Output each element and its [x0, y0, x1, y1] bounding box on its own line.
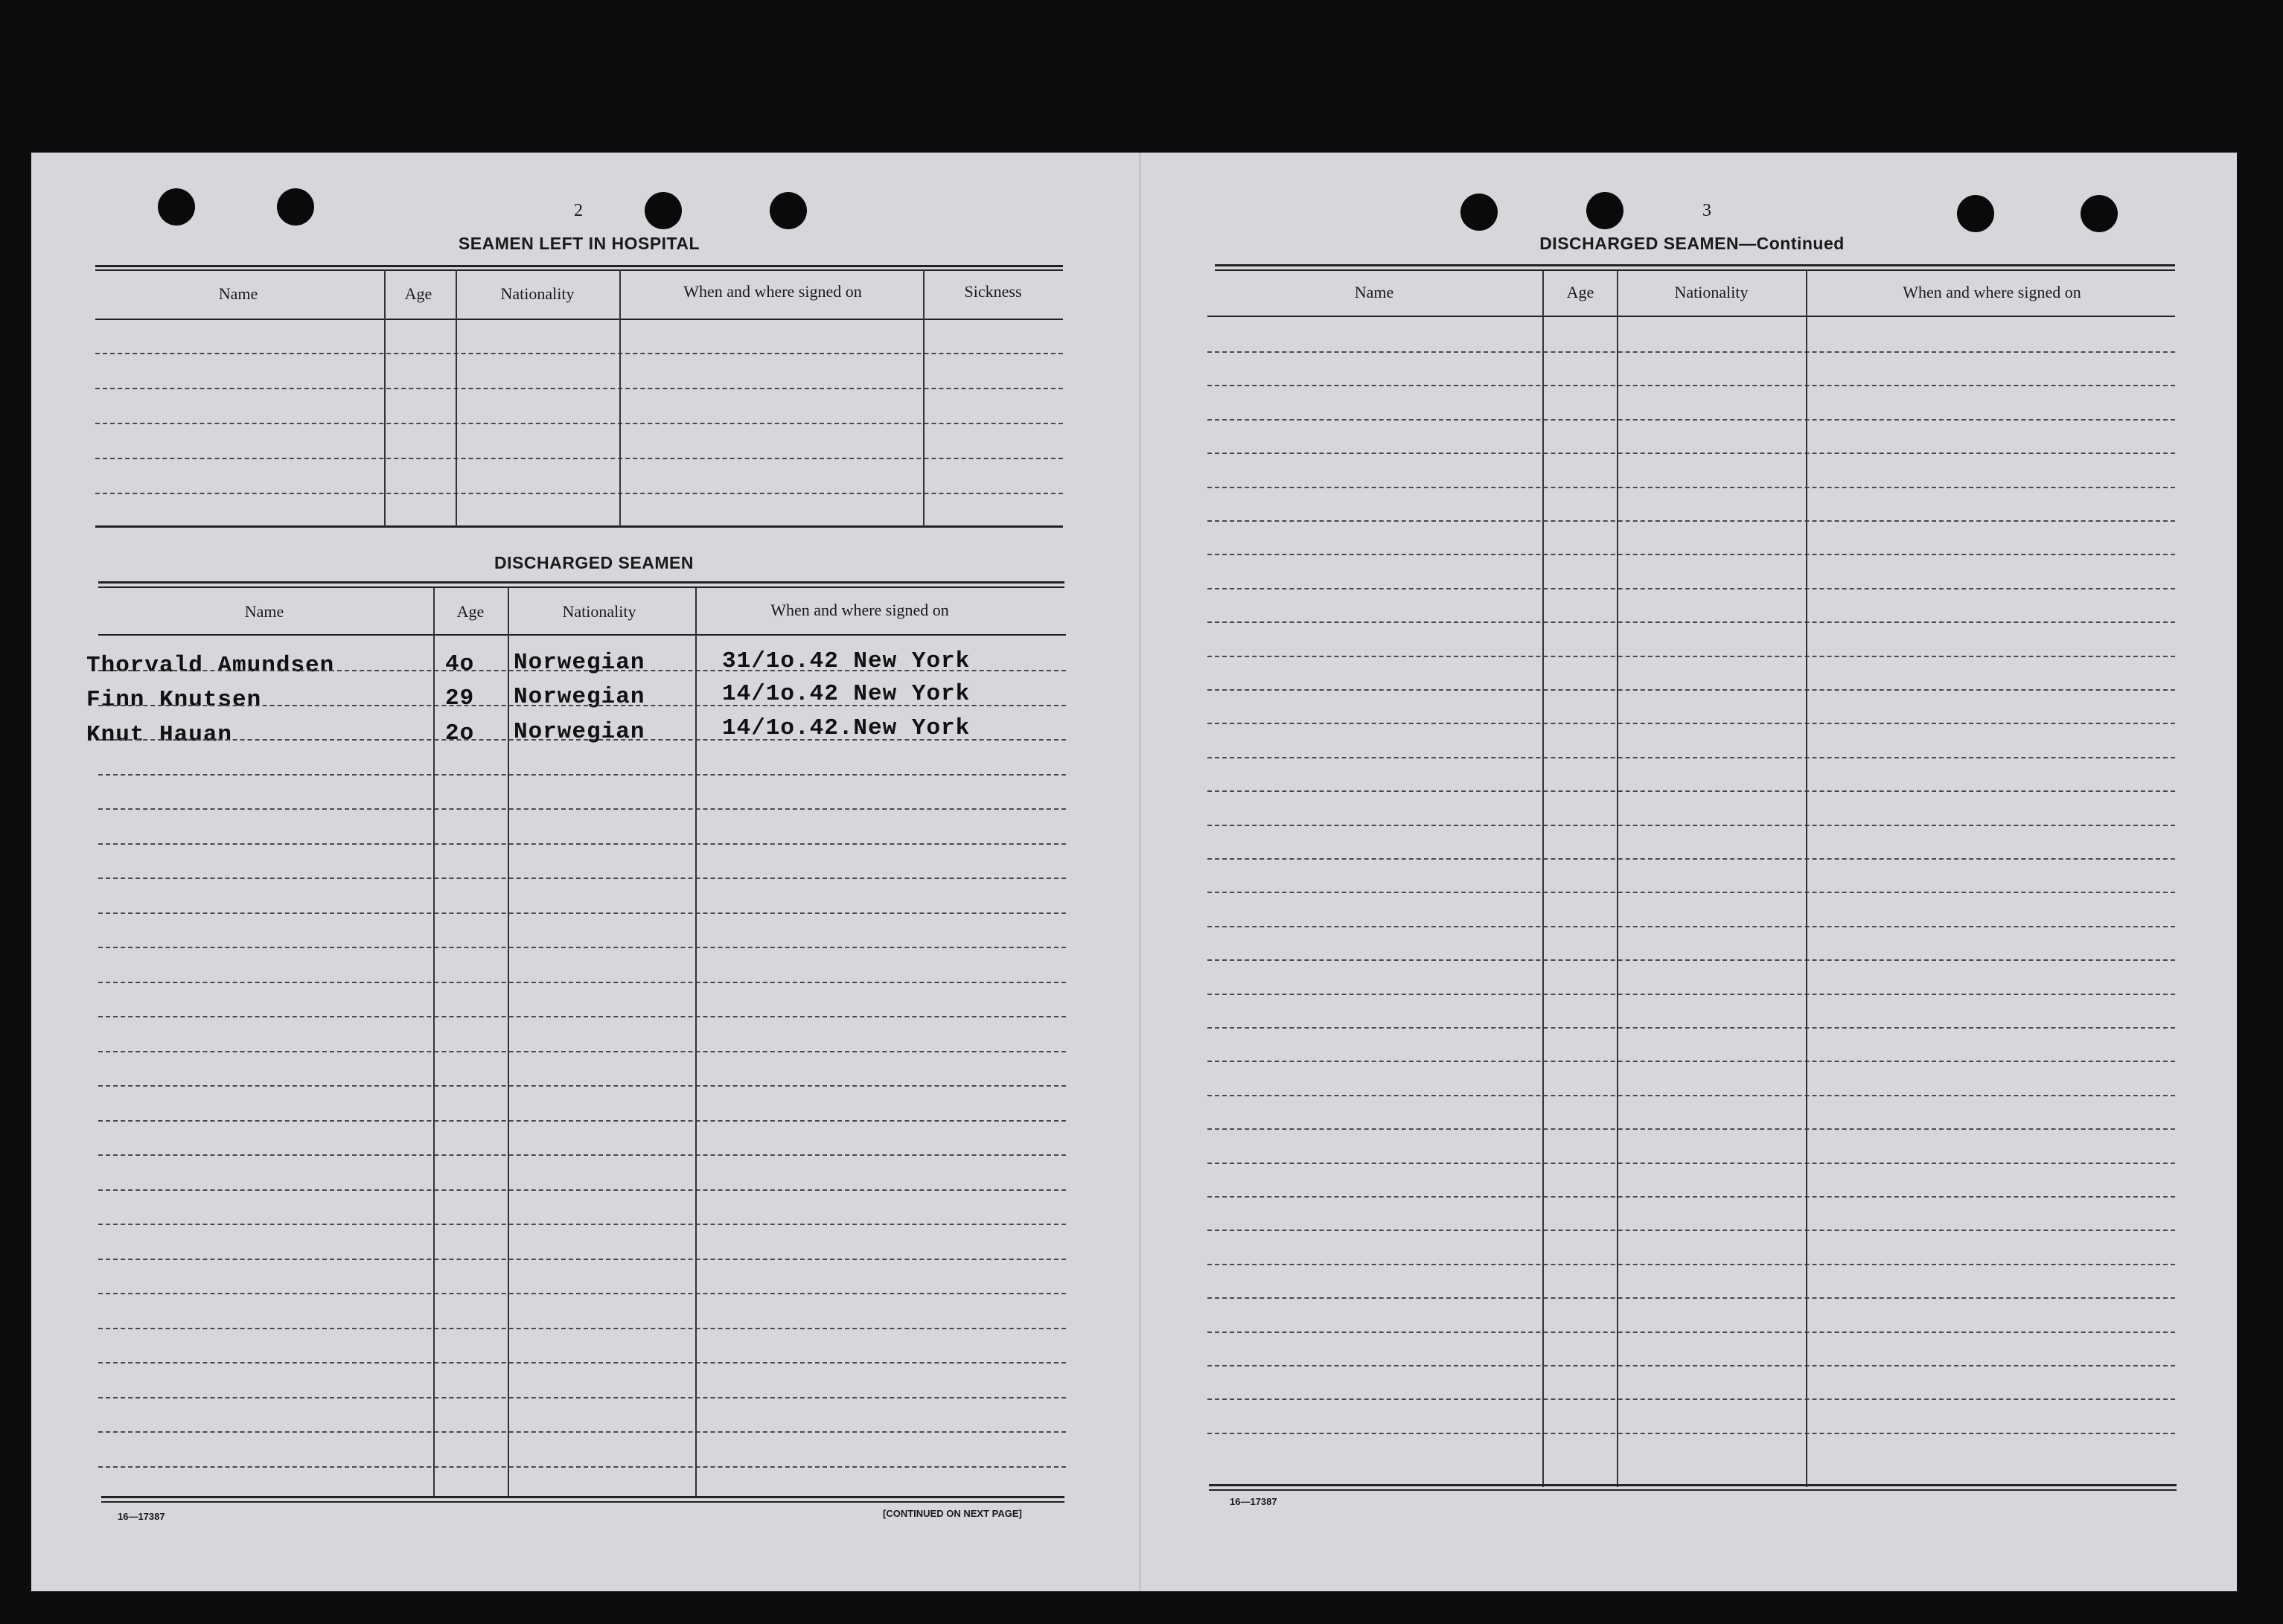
- table-row-rule: [1207, 790, 2175, 792]
- table-row-rule: [1207, 520, 2175, 522]
- table-rule: [1207, 316, 2175, 317]
- table-rule: [98, 586, 1064, 588]
- table-row-rule: [1207, 1095, 2175, 1096]
- column-header-nationality: Nationality: [562, 602, 636, 621]
- table-row-rule: [1207, 825, 2175, 826]
- hospital-section-title: SEAMEN LEFT IN HOSPITAL: [458, 234, 700, 253]
- column-header-nationality: Nationality: [500, 284, 575, 303]
- table-row-rule: [1207, 994, 2175, 995]
- punch-hole: [2081, 195, 2118, 232]
- table-row-rule: [98, 1154, 1066, 1156]
- table-row-rule: [95, 493, 1063, 494]
- table-row-rule: [98, 774, 1066, 776]
- punch-hole: [158, 188, 195, 226]
- table-row-rule: [98, 982, 1066, 983]
- table-row-rule: [98, 1362, 1066, 1364]
- table-row-rule: [1207, 1433, 2175, 1434]
- column-divider: [456, 269, 457, 527]
- table-row-rule: [1207, 1061, 2175, 1062]
- table-row-rule: [98, 912, 1066, 914]
- table-row-rule: [95, 353, 1063, 354]
- table-rule: [95, 265, 1063, 267]
- discharged-section-title: DISCHARGED SEAMEN: [494, 553, 694, 572]
- title-suffix: —Continued: [1739, 234, 1845, 253]
- punch-hole: [1460, 194, 1498, 231]
- table-row-rule: [98, 947, 1066, 948]
- form-number: 16—17387: [1230, 1496, 1277, 1507]
- punch-hole: [770, 192, 807, 229]
- table-row-rule: [98, 1189, 1066, 1191]
- table-row-rule: [1207, 1398, 2175, 1400]
- table-row-rule: [98, 1259, 1066, 1260]
- column-divider: [619, 269, 621, 527]
- seaman-nationality: Norwegian: [514, 719, 645, 745]
- table-row-rule: [98, 1085, 1066, 1087]
- column-header-age: Age: [456, 602, 485, 621]
- table-row-rule: [98, 1328, 1066, 1329]
- column-divider: [1617, 271, 1618, 1487]
- column-header-signed-on: When and where signed on: [770, 601, 949, 619]
- table-row-rule: [98, 1293, 1066, 1294]
- page-title: [1539, 234, 1845, 254]
- table-rule: [98, 581, 1064, 584]
- seaman-age: 4o: [445, 651, 475, 677]
- continued-note: [CONTINUED ON NEXT PAGE]: [883, 1508, 1022, 1519]
- table-row-rule: [98, 1466, 1066, 1468]
- column-divider: [508, 588, 509, 1497]
- table-row-rule: [1207, 723, 2175, 724]
- table-row-rule: [1207, 1365, 2175, 1366]
- table-row-rule: [1207, 656, 2175, 657]
- table-row-rule: [98, 739, 1066, 741]
- table-row-rule: [1207, 1128, 2175, 1130]
- seaman-age: 29: [445, 685, 475, 712]
- table-row-rule: [98, 843, 1066, 845]
- table-row-rule: [98, 705, 1066, 706]
- punch-hole: [645, 192, 682, 229]
- table-rule: [95, 525, 1063, 528]
- table-row-rule: [1207, 554, 2175, 555]
- table-rule: [1215, 269, 2175, 271]
- seaman-name: Finn Knutsen: [86, 687, 262, 713]
- table-row-rule: [98, 1051, 1066, 1052]
- column-header-signed-on: When and where signed on: [1903, 283, 2081, 301]
- table-rule: [1209, 1484, 2177, 1486]
- table-row-rule: [95, 423, 1063, 424]
- table-row-rule: [98, 670, 1066, 671]
- table-row-rule: [1207, 1297, 2175, 1299]
- column-header-nationality: Nationality: [1674, 283, 1749, 301]
- seaman-name: Knut Hauan: [86, 722, 233, 748]
- column-divider: [1806, 271, 1807, 1487]
- seaman-name: Thorvald Amundsen: [86, 653, 335, 679]
- table-rule: [95, 319, 1063, 320]
- punch-hole: [277, 188, 314, 226]
- seaman-signed-on: 31/1o.42 New York: [722, 648, 971, 674]
- table-rule: [1209, 1489, 2177, 1491]
- table-row-rule: [1207, 1163, 2175, 1164]
- table-rule: [1215, 264, 2175, 266]
- seaman-signed-on: 14/1o.42 New York: [722, 681, 971, 707]
- table-row-rule: [1207, 419, 2175, 421]
- seaman-signed-on: 14/1o.42.New York: [722, 715, 971, 741]
- column-divider: [695, 588, 697, 1497]
- column-divider: [433, 588, 435, 1497]
- seaman-nationality: Norwegian: [514, 684, 645, 710]
- column-header-age: Age: [404, 284, 432, 303]
- page-number: 3: [1702, 201, 1711, 220]
- table-row-rule: [98, 1120, 1066, 1122]
- seaman-age: 2o: [445, 720, 475, 747]
- column-header-name: Name: [1354, 283, 1394, 301]
- table-rule: [101, 1496, 1064, 1498]
- table-row-rule: [1207, 1230, 2175, 1231]
- table-row-rule: [1207, 1196, 2175, 1198]
- table-rule: [101, 1501, 1064, 1503]
- table-row-rule: [1207, 892, 2175, 893]
- column-header-signed-on: When and where signed on: [683, 282, 862, 301]
- table-row-rule: [98, 808, 1066, 810]
- table-row-rule: [1207, 689, 2175, 691]
- table-row-rule: [1207, 926, 2175, 927]
- table-row-rule: [95, 458, 1063, 459]
- column-divider: [923, 269, 925, 527]
- table-row-rule: [98, 877, 1066, 879]
- column-divider: [384, 269, 386, 527]
- table-row-rule: [1207, 453, 2175, 454]
- page-number: 2: [574, 201, 583, 220]
- page-fold: [1139, 153, 1141, 1591]
- table-rule: [98, 634, 1066, 636]
- table-row-rule: [1207, 757, 2175, 758]
- table-row-rule: [95, 388, 1063, 389]
- table-row-rule: [1207, 1027, 2175, 1029]
- column-header-name: Name: [218, 284, 258, 303]
- column-header-age: Age: [1566, 283, 1594, 301]
- table-row-rule: [1207, 351, 2175, 353]
- table-row-rule: [98, 1224, 1066, 1225]
- punch-hole: [1957, 195, 1994, 232]
- form-number: 16—17387: [118, 1511, 165, 1522]
- seaman-nationality: Norwegian: [514, 650, 645, 676]
- table-row-rule: [1207, 959, 2175, 961]
- column-divider: [1542, 271, 1544, 1487]
- table-row-rule: [98, 1016, 1066, 1017]
- table-row-rule: [1207, 858, 2175, 860]
- table-row-rule: [1207, 1264, 2175, 1265]
- document-sheet: [31, 153, 2237, 1591]
- table-row-rule: [98, 1431, 1066, 1433]
- punch-hole: [1586, 192, 1623, 229]
- column-header-name: Name: [244, 602, 284, 621]
- table-row-rule: [1207, 1332, 2175, 1333]
- table-row-rule: [1207, 487, 2175, 488]
- table-row-rule: [98, 1397, 1066, 1398]
- table-rule: [95, 269, 1063, 271]
- title-main: DISCHARGED SEAMEN: [1539, 234, 1740, 253]
- table-row-rule: [1207, 385, 2175, 386]
- table-row-rule: [1207, 621, 2175, 623]
- table-row-rule: [1207, 588, 2175, 589]
- column-header-sickness: Sickness: [964, 282, 1022, 301]
